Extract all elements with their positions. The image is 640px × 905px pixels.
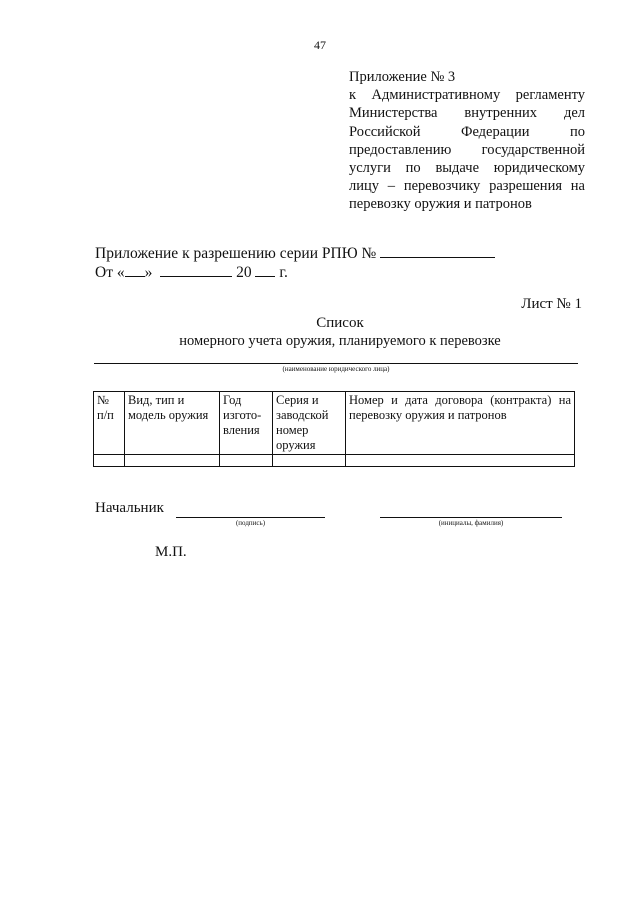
appendix-line: предоставлению государственной bbox=[349, 141, 585, 158]
table-header-row bbox=[94, 392, 575, 455]
permit-reference bbox=[95, 244, 495, 282]
organization-name-line[interactable] bbox=[94, 363, 578, 364]
table-cell[interactable] bbox=[94, 455, 125, 467]
header-number: № п/п bbox=[94, 392, 125, 455]
table-cell[interactable] bbox=[220, 455, 273, 467]
appendix-line: услуги по выдаче юридическому bbox=[349, 160, 585, 177]
page-number: 47 bbox=[314, 38, 326, 52]
header-weapon-model: Вид, тип и модель оружия bbox=[125, 392, 220, 455]
name-caption: (инициалы, фамилия) bbox=[438, 519, 504, 527]
sheet-label: Лист № 1 bbox=[521, 296, 582, 312]
name-line[interactable] bbox=[380, 517, 562, 518]
quote-close: » bbox=[144, 264, 153, 281]
signature-line[interactable] bbox=[176, 517, 325, 518]
appendix-header bbox=[349, 68, 585, 214]
table-cell[interactable] bbox=[346, 455, 575, 467]
document-subtitle: номерного учета оружия, планируемого к перевозке bbox=[179, 333, 501, 349]
year-suffix: г. bbox=[279, 264, 288, 281]
appendix-line: Российской Федерации по bbox=[349, 123, 585, 140]
header-contract: Номер и дата договора (контракта) на перевозку оружия и патронов bbox=[346, 392, 575, 455]
appendix-line: лицу – перевозчику разрешения на bbox=[349, 178, 585, 195]
header-year: Год изгото-вления bbox=[220, 392, 273, 455]
year-prefix: 20 bbox=[236, 264, 252, 281]
appendix-line: к Административному регламенту bbox=[349, 87, 585, 104]
year-blank[interactable] bbox=[255, 263, 275, 277]
appendix-line: Министерства внутренних дел bbox=[349, 105, 585, 122]
seal-label: М.П. bbox=[155, 544, 187, 560]
day-blank[interactable] bbox=[125, 263, 145, 277]
appendix-line: Приложение № 3 bbox=[349, 69, 456, 85]
organization-caption: (наименование юридического лица) bbox=[282, 365, 390, 373]
signature-caption: (подпись) bbox=[235, 519, 266, 527]
header-serial: Серия и заводской номер оружия bbox=[273, 392, 346, 455]
month-blank[interactable] bbox=[160, 263, 232, 277]
table-row bbox=[94, 455, 575, 467]
date-from-label: От « bbox=[95, 264, 125, 281]
permit-number-blank[interactable] bbox=[380, 244, 495, 258]
permit-series-label: Приложение к разрешению серии РПЮ № bbox=[95, 245, 377, 262]
table-cell[interactable] bbox=[273, 455, 346, 467]
weapons-table bbox=[93, 391, 575, 467]
chief-label: Начальник bbox=[95, 500, 164, 516]
document-title: Список bbox=[316, 315, 364, 331]
appendix-line: перевозку оружия и патронов bbox=[349, 196, 532, 213]
table-cell[interactable] bbox=[125, 455, 220, 467]
